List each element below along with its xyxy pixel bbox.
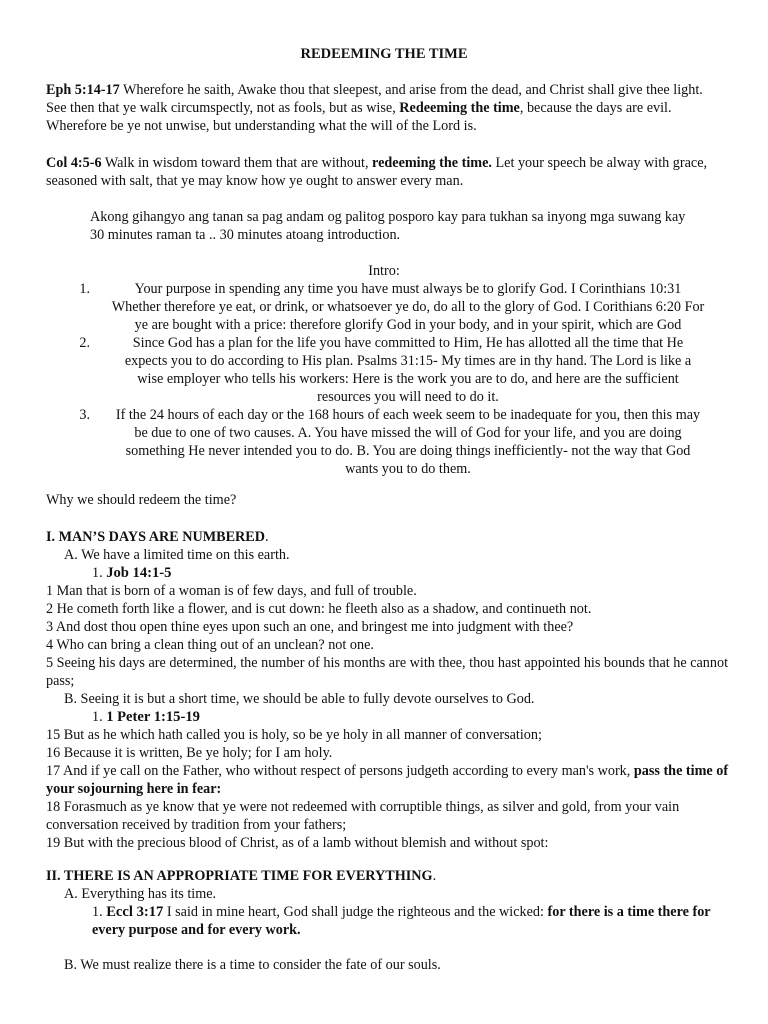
col-text-2: Let your speech be alway with grace, seasoned with salt, that ye may know how ye ought to answer every man. — [46, 155, 708, 189]
eph-text-1: Wherefore he saith, Awake thou that sleepest, and arise from the dead, and Christ shall give thee light. See then that ye walk circumspectly, not as fools, but as wise, — [46, 82, 703, 116]
eccl-reference: Eccl 3:17 — [106, 904, 164, 920]
section-1-point-a1 — [46, 564, 736, 582]
intro-item-number: 2. — [79, 335, 90, 351]
intro-item — [70, 406, 720, 478]
verse-line: 19 But with the precious blood of Christ, as of a lamb without blemish and without spot: — [46, 835, 549, 851]
section-2 — [46, 867, 736, 974]
intro-item — [70, 334, 720, 406]
verse-line: 15 But as he which hath called you is holy, so be ye holy in all manner of conversation; — [46, 727, 542, 743]
point-number: 1. — [92, 565, 107, 581]
section-2-point-a: A. Everything has its time. — [64, 886, 217, 902]
intro-heading: Intro: — [368, 263, 400, 279]
verse-line: 18 Forasmuch as ye know that ye were not redeemed with corruptible things, as silver and gold, from your vain conversation received by tradition from your fathers; — [46, 799, 680, 833]
section-2-heading-text: II. THERE IS AN APPROPRIATE TIME FOR EVERYTHING — [46, 868, 433, 884]
verse-line: 4 Who can bring a clean thing out of an unclean? not one. — [46, 637, 374, 653]
job-reference: Job 14:1-5 — [106, 565, 172, 581]
verse-line: 1 Man that is born of a woman is of few days, and full of trouble. — [46, 583, 417, 599]
intro-item-line: something He never intended you to do. B. You are doing things inefficiently- not the way that God — [125, 443, 691, 459]
point-number: 1. — [92, 709, 107, 725]
intro-item-line: wants you to do them. — [345, 461, 471, 477]
intro-item-line: Whether therefore ye eat, or drink, or whatsoever ye do, do all to the glory of God. I Corithians 6:20 For — [111, 299, 705, 315]
intro-item-line: expects you to do according to His plan. Psalms 31:15- My times are in thy hand. The Lord is like a — [124, 353, 692, 369]
intro-item-line: Since God has a plan for the life you have committed to Him, He has allotted all the time that He — [132, 335, 684, 351]
intro-item — [70, 280, 720, 334]
col-reference: Col 4:5-6 — [46, 155, 102, 171]
section-1-point-b1 — [46, 708, 736, 726]
why-question: Why we should redeem the time? — [46, 492, 237, 508]
intro-item-line: Your purpose in spending any time you have must always be to glorify God. I Corinthians 10:31 — [134, 281, 682, 297]
intro-item-number: 3. — [79, 407, 90, 423]
intro-item-line: resources you will need to do it. — [317, 389, 499, 405]
intro-item-line: be due to one of two causes. A. You have missed the will of God for your life, and you are doing — [134, 425, 682, 441]
section-1-heading — [46, 528, 736, 546]
verse-line: 16 Because it is written, Be ye holy; for I am holy. — [46, 745, 333, 761]
eph-paragraph — [46, 81, 726, 135]
eccl-bold-text: for there is a time there for every purpose and for every work. — [92, 904, 711, 938]
peter-reference: 1 Peter 1:15-19 — [106, 709, 200, 725]
section-2-heading-tail: . — [432, 868, 437, 884]
eph-bold-text: Redeeming the time — [399, 100, 520, 116]
note-line: 30 minutes raman ta .. 30 minutes atoang introduction. — [90, 227, 401, 243]
page-title: REDEEMING THE TIME — [300, 46, 468, 62]
note-paragraph — [90, 208, 730, 244]
verse-line — [46, 762, 736, 798]
section-1-heading-text: I. MAN’S DAYS ARE NUMBERED — [46, 529, 266, 545]
col-bold-text: redeeming the time. — [372, 155, 492, 171]
section-1 — [46, 528, 736, 852]
section-1-point-b: B. Seeing it is but a short time, we should be able to fully devote ourselves to God. — [64, 691, 535, 707]
verse-text: 17 And if ye call on the Father, who without respect of persons judgeth according to every man's work, — [46, 763, 634, 779]
verse-line: 5 Seeing his days are determined, the number of his months are with thee, thou hast appointed his bounds that he cannot pass; — [46, 655, 729, 689]
point-number: 1. — [92, 904, 107, 920]
note-line: Akong gihangyo ang tanan sa pag andam og palitog posporo kay para tukhan sa inyong mga suwang kay — [90, 209, 686, 225]
section-1-heading-tail: . — [265, 529, 269, 545]
section-2-point-a1 — [46, 903, 736, 939]
section-2-heading — [46, 867, 736, 885]
section-2-point-b: B. We must realize there is a time to consider the fate of our souls. — [64, 957, 441, 973]
verse-line: 3 And dost thou open thine eyes upon such an one, and bringest me into judgment with thee? — [46, 619, 574, 635]
intro-item-line: wise employer who tells his workers: Here is the work you are to do, and here are the sufficient — [137, 371, 679, 387]
col-paragraph — [46, 154, 726, 190]
intro-item-number: 1. — [79, 281, 90, 297]
eph-text-2: , because the days are evil. Wherefore be ye not unwise, but understanding what the will of the Lord is. — [46, 100, 672, 134]
eccl-text: I said in mine heart, God shall judge the righteous and the wicked: — [163, 904, 548, 920]
verse-bold-text: pass the time of your sojourning here in fear: — [46, 763, 729, 797]
intro-item-line: If the 24 hours of each day or the 168 hours of each week seem to be inadequate for you, then this may — [115, 407, 701, 423]
verse-line: 2 He cometh forth like a flower, and is cut down: he fleeth also as a shadow, and continueth not. — [46, 601, 592, 617]
intro-list — [70, 280, 720, 478]
eph-reference: Eph 5:14-17 — [46, 82, 120, 98]
col-text-1: Walk in wisdom toward them that are without, — [101, 155, 373, 171]
section-1-point-a: A. We have a limited time on this earth. — [64, 547, 290, 563]
intro-item-line: ye are bought with a price: therefore glorify God in your body, and in your spirit, which are God — [134, 317, 682, 333]
